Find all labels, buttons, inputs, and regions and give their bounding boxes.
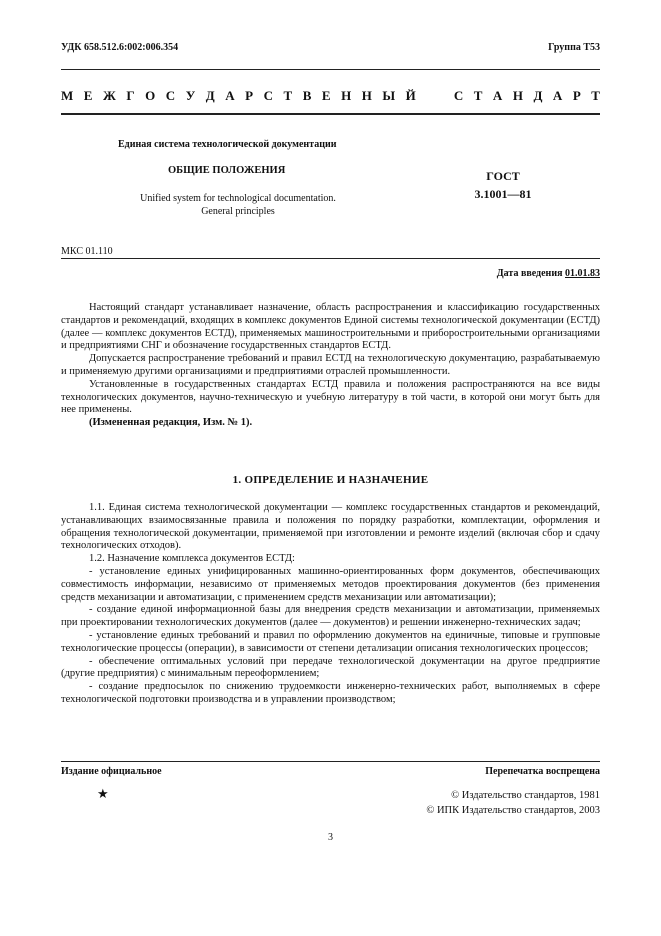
banner-letter: Н xyxy=(361,88,372,103)
banner-letter: А xyxy=(552,88,563,103)
clause-1-2: 1.2. Назначение комплекса документов ЕСТД: xyxy=(89,553,295,565)
banner-letter: Т xyxy=(283,88,293,103)
section-text xyxy=(61,502,600,707)
banner-letter: Т xyxy=(591,88,600,103)
udk-code: УДК 658.512.6:002:006.354 xyxy=(61,42,179,53)
paragraph: Допускается распространение требований и правил ЕСТД на технологическую документацию, разрабатываемую и применяемую другими организациями и предприятиями отраслей промышленности. xyxy=(61,353,600,377)
introduction-date xyxy=(497,268,600,279)
banner-gap xyxy=(440,88,443,104)
paragraph: Настоящий стандарт устанавливает назначение, область распространения и классификацию государственных стандартов и рекомендаций, входящих в комплекс документов Единой системы технологической документации (ЕСТД) (далее — комплекс документов ЕСТД), применяемых машиностроительными и приборостроительными организациями и предприятиями СНГ и обозначение государственных стандартов ЕСТД. xyxy=(61,302,600,352)
banner-letter: Т xyxy=(473,88,483,103)
banner-letter: Д xyxy=(533,88,543,103)
banner-letter: О xyxy=(145,88,156,103)
banner-letter: Г xyxy=(126,88,135,103)
english-title xyxy=(118,192,358,218)
mks-divider xyxy=(61,258,600,259)
gost-designation xyxy=(466,167,540,203)
star-icon: ★ xyxy=(97,786,109,801)
banner-letter: С xyxy=(453,88,464,103)
intro-text xyxy=(61,302,600,430)
banner-letter: М xyxy=(61,88,74,103)
page-number: 3 xyxy=(328,832,333,843)
gost-label: ГОСТ xyxy=(486,169,520,183)
banner-letter: А xyxy=(225,88,235,103)
banner-letter: Ж xyxy=(102,88,116,103)
list-item: - создание предпосылок по снижению трудоемкости инженерно-технических работ, выполняемых в сфере технологической подготовки производства и в управлении производством; xyxy=(61,681,600,705)
clause-1-1: 1.1. Единая система технологической документации — комплекс государственных стандартов и рекомендаций, устанавливающих взаимосвязанные правила и положения по порядку разработки, комплектации, оформления и обращения технологической документации, применяемой при изготовлении и ремонте изделий (включая сбор и сдачу технологических отходов). xyxy=(61,502,600,552)
banner-gap xyxy=(426,88,429,104)
reprint-prohibited: Перепечатка воспрещена xyxy=(485,766,600,777)
standard-banner xyxy=(61,88,600,104)
list-item: - создание единой информационной базы для внедрения средств механизации и автоматизации, применяемых при проектировании технологических документов (далее — документов) и решении инженерно-технических задач; xyxy=(61,604,600,629)
banner-letter: Н xyxy=(512,88,523,103)
banner-letter: Ы xyxy=(382,88,396,103)
banner-letter: Е xyxy=(321,88,331,103)
gost-number: 3.1001—81 xyxy=(474,187,532,201)
banner-letter: Й xyxy=(405,88,416,103)
copyright-block xyxy=(426,788,600,818)
banner-letter: Р xyxy=(572,88,581,103)
group-code: Группа Т53 xyxy=(548,42,600,53)
introduction-date-label: Дата введения xyxy=(496,268,563,279)
banner-divider xyxy=(61,113,600,115)
revision-note: (Измененная редакция, Изм. № 1). xyxy=(89,417,253,429)
mks-code: МКС 01.110 xyxy=(61,246,113,257)
english-title-line1: Unified system for technological documentation. xyxy=(140,193,336,204)
list-item: - установление единых требований и правил по оформлению документов на единичные, типовые и групповые технологические процессы (операции), в зависимости от степени детализации описания технологических процессов; xyxy=(61,629,600,654)
footer-divider xyxy=(61,761,600,762)
system-name: Единая система технологической документации xyxy=(118,139,337,150)
official-edition: Издание официальное xyxy=(61,766,162,777)
banner-letter: А xyxy=(492,88,503,103)
banner-letter: Н xyxy=(341,88,352,103)
copyright-line: © ИПК Издательство стандартов, 2003 xyxy=(426,805,600,816)
banner-letter: С xyxy=(263,88,273,103)
banner-letter: В xyxy=(302,88,312,103)
banner-letter: Д xyxy=(205,88,215,103)
introduction-date-value: 01.01.83 xyxy=(565,268,600,279)
banner-letter: У xyxy=(185,88,196,103)
document-title: ОБЩИЕ ПОЛОЖЕНИЯ xyxy=(168,165,286,176)
copyright-line: © Издательство стандартов, 1981 xyxy=(451,790,600,801)
english-title-line2: General principles xyxy=(201,206,275,217)
paragraph: Установленные в государственных стандартах ЕСТД правила и положения распространяются на все виды технологических документов, научно-техническую и учебную литературу в той части, в которой они могут быть для нее применены. xyxy=(61,378,600,416)
top-divider xyxy=(61,69,600,70)
list-item: - обеспечение оптимальных условий при передаче технологической документации на другое предприятие (другие предприятия) с минимальным переоформлением; xyxy=(61,655,600,680)
section-heading: 1. ОПРЕДЕЛЕНИЕ И НАЗНАЧЕНИЕ xyxy=(232,474,429,486)
banner-letter: Е xyxy=(83,88,93,103)
list-item: - установление единых унифицированных машинно-ориентированных форм документов, обеспечивающих совместимость информации, независимо от применяемых методов проектирования документов (без применения средств механизации и автоматизации, с применением средств механизации или автоматизации); xyxy=(61,565,600,603)
banner-letter: Р xyxy=(245,88,254,103)
banner-letter: С xyxy=(165,88,176,103)
